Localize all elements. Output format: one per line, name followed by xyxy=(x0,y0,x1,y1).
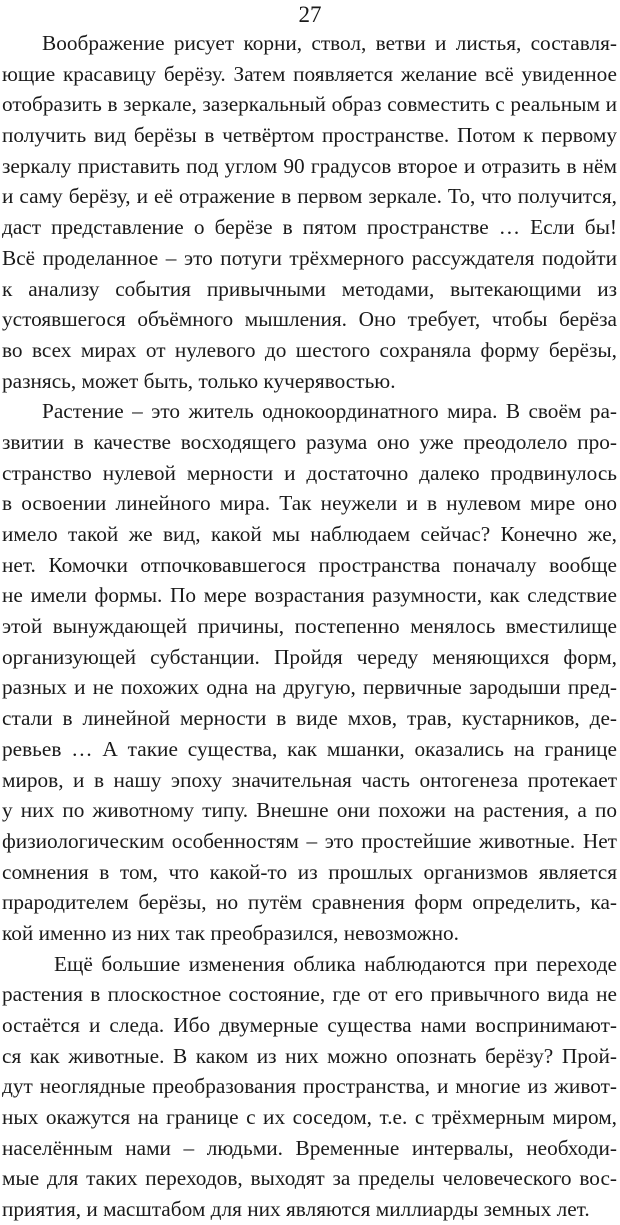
text-line: этой вынуждающей причины, постепенно менялось вместилище xyxy=(2,614,617,639)
text-line: дут неоглядные преобразования пространства, и многие из живот- xyxy=(2,1074,617,1099)
text-line: ревьев … А такие существа, как мшанки, оказались на границе xyxy=(2,736,617,761)
text-line: нет. Комочки отпочковавшегося пространства поначалу вообще xyxy=(2,552,617,577)
text-line: Всё проделанное – это потуги трёхмерного рассуждателя подойти xyxy=(2,245,617,270)
text-line: разнясь, может быть, только кучерявостью. xyxy=(2,368,396,393)
text-line: к анализу события привычными методами, вытекающими из xyxy=(2,276,617,301)
paragraph xyxy=(2,396,617,948)
text-line: во всех мирах от нулевого до шестого сохраняла форму берёзы, xyxy=(2,337,617,362)
text-line: Ещё большие изменения облика наблюдаются при переходе xyxy=(54,951,617,976)
text-line: ся как животные. В каком из них можно опознать берёзу? Прой- xyxy=(2,1043,617,1068)
page-number: 27 xyxy=(298,2,322,27)
text-line: приятия, и масштабом для них являются миллиарды земных лет. xyxy=(2,1197,590,1222)
text-line: странство нулевой мерности и достаточно далеко продвинулось xyxy=(2,460,617,485)
text-line: разных и не похожих одна на другую, первичные зародыши пред- xyxy=(2,675,617,700)
text-line: остаётся и следа. Ибо двумерные существа нами воспринимают- xyxy=(2,1013,617,1037)
text-line: Растение – это житель однокоординатного мира. В своём ра- xyxy=(42,399,617,424)
text-line: имело такой же вид, какой мы наблюдаем сейчас? Конечно же, xyxy=(2,522,617,546)
text-line: стали в линейной мерности в виде мхов, трав, кустарников, де- xyxy=(2,706,617,731)
paragraph xyxy=(2,28,617,396)
text-line: растения в плоскостное состояние, где от его привычного вида не xyxy=(2,982,617,1007)
text-line: ных окажутся на границе с их соседом, т.е. с трёхмерным миром, xyxy=(2,1105,617,1130)
text-line: мые для таких переходов, выходят за пределы человеческого вос- xyxy=(2,1166,617,1191)
text-line: у них по животному типу. Внешне они похожи на растения, а по xyxy=(2,798,617,823)
text-line: прародителем берёзы, но путём сравнения форм определить, ка- xyxy=(2,890,617,915)
text-line: Воображение рисует корни, ствол, ветви и листья, составля- xyxy=(42,31,617,55)
text-line: кой именно из них так преобразился, невозможно. xyxy=(2,920,459,945)
text-line: миров, и в нашу эпоху значительная часть онтогенеза протекает xyxy=(2,767,617,792)
text-line: и саму берёзу, и её отражение в первом зеркале. То, что получится, xyxy=(2,184,617,209)
text-line: в освоении линейного мира. Так неужели и в нулевом мире оно xyxy=(2,491,617,516)
body-text xyxy=(2,28,617,1225)
text-line: населённым нами – людьми. Временные интервалы, необходи- xyxy=(2,1135,617,1160)
text-line: получить вид берёзы в четвёртом пространстве. Потом к первому xyxy=(2,123,617,148)
text-line: звитии в качестве восходящего разума оно уже преодолело про- xyxy=(2,429,617,454)
text-line: физиологическим особенностям – это простейшие животные. Нет xyxy=(2,828,617,853)
paragraph xyxy=(2,949,617,1225)
text-line: устоявшегося объёмного мышления. Оно требует, чтобы берёза xyxy=(2,307,617,332)
text-line: сомнения в том, что какой-то из прошлых организмов является xyxy=(2,859,617,884)
text-line: не имели формы. По мере возрастания разумности, как следствие xyxy=(2,583,617,608)
text-line: отобразить в зеркале, зазеркальный образ совместить с реальным и xyxy=(2,92,617,117)
text-line: зеркалу приставить под углом 90 градусов второе и отразить в нём xyxy=(2,153,617,178)
text-line: даст представление о берёзе в пятом пространстве … Если бы! xyxy=(2,215,617,240)
text-line: организующей субстанции. Пройдя череду меняющихся форм, xyxy=(2,644,617,669)
text-line: ющие красавицу берёзу. Затем появляется желание всё увиденное xyxy=(2,61,617,86)
